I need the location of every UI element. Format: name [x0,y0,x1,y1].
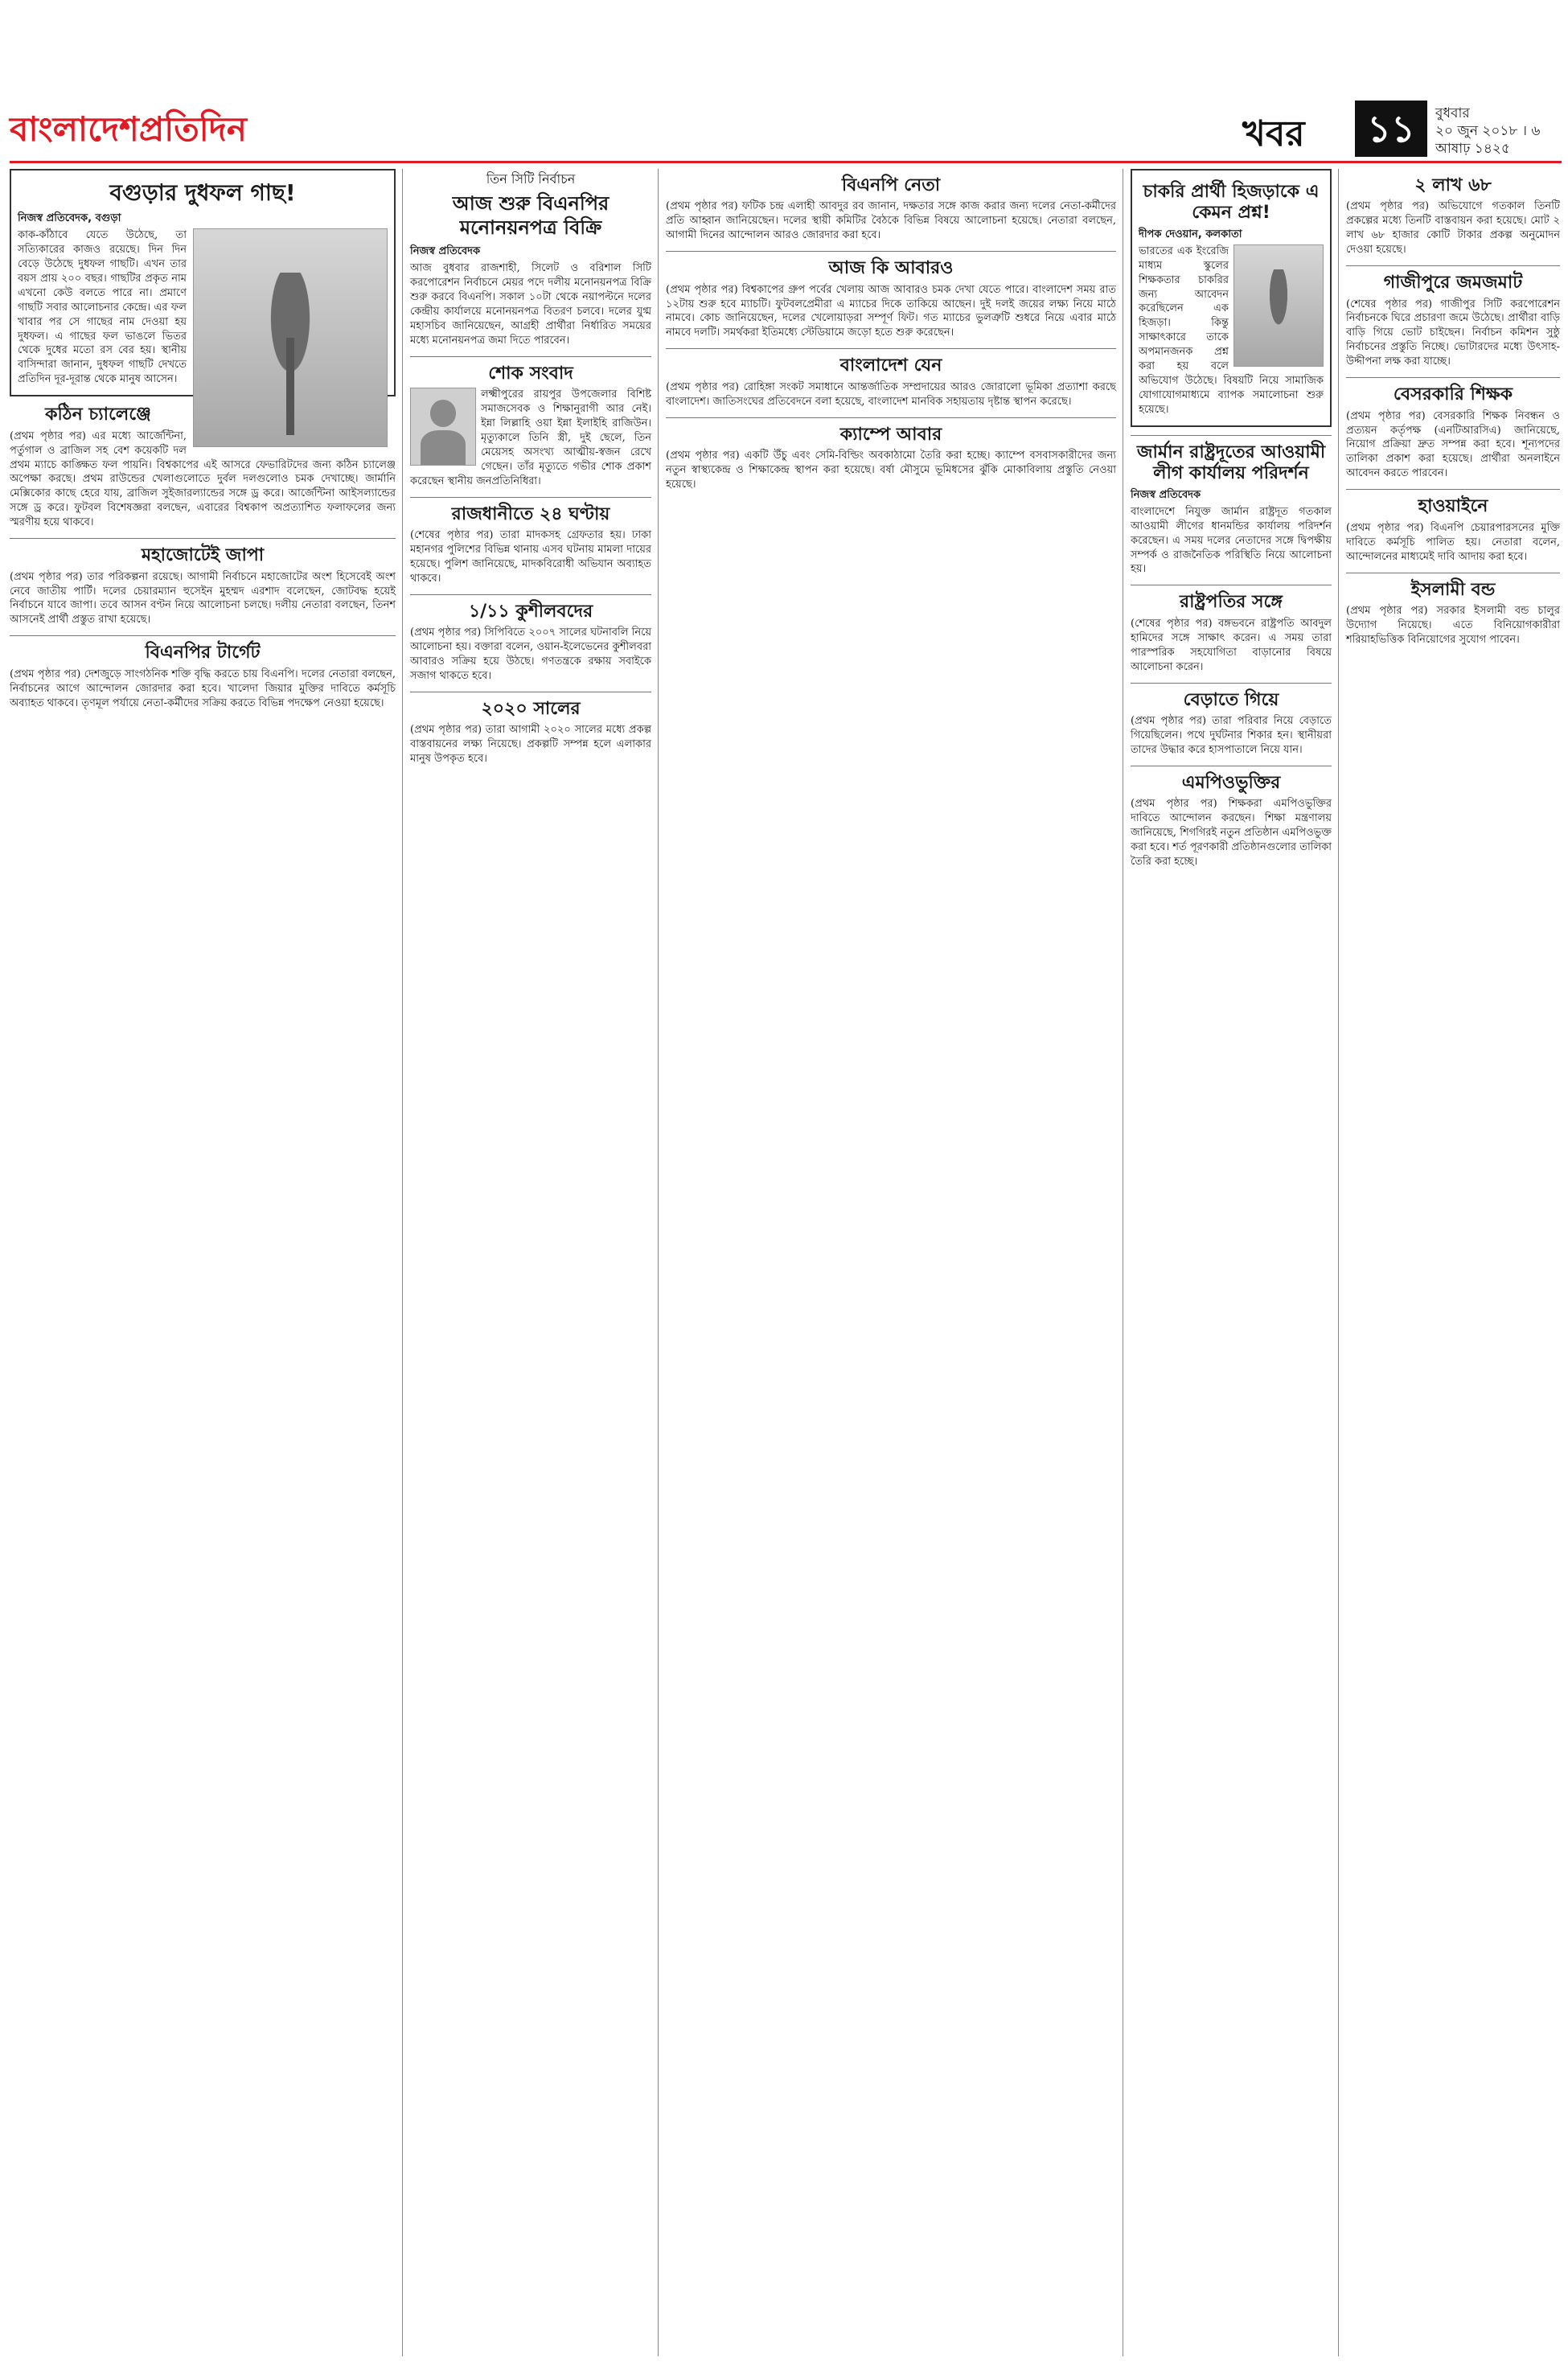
page-number: ১১ [1355,101,1427,157]
article-body: (শেষের পৃষ্ঠার পর) বঙ্গভবনে রাষ্ট্রপতি আবদুল হামিদের সঙ্গে সাক্ষাৎ করেন। এ সময় তারা পারস্পরিক সহযোগিতা বাড়ানোর বিষয়ে আলোচনা করেন। [1131,617,1332,673]
lead-byline: নিজস্ব প্রতিবেদক, বগুড়া [18,212,121,224]
article-teacher [1346,384,1560,481]
divider [10,635,396,636]
article-body: (প্রথম পৃষ্ঠার পর) বিএনপি চেয়ারপারসনের মুক্তি দাবিতে কর্মসূচি পালিত হয়। নেতারা বলেন, আন্দোলনের মাধ্যমেই দাবি আদায় করা হবে। [1346,521,1560,563]
column-4 [1131,169,1332,877]
article-title: ১/১১ কুশীলবদের [468,601,593,622]
article-2020 [410,699,651,766]
portrait-head [430,400,456,426]
article-hijra [1131,169,1332,427]
divider [1346,377,1560,378]
article-title: আজ কি আবারও [828,258,954,279]
day: বুধবার [1435,105,1470,121]
article-title: ২ লাখ ৬৮ [1414,175,1492,195]
article-byline: নিজস্ব প্রতিবেদক [1131,488,1201,501]
article-title: গাজীপুরে জমজমাট [1383,273,1523,294]
article-body: (প্রথম পৃষ্ঠার পর) সিপিবিতে ২০০৭ সালের ঘটনাবলি নিয়ে আলোচনা হয়। বক্তারা বলেন, ওয়ান-ইলেভেনের কুশীলবরা আবারও সক্রিয় হয়ে উঠছে। গণতন্ত্রকে রক্ষায় সবাইকে সজাগ থাকতে হবে। [410,626,651,682]
column-3 [666,169,1116,500]
article-body: (প্রথম পৃষ্ঠার পর) দেশজুড়ে সাংগঠনিক শক্তি বৃদ্ধি করতে চায় বিএনপি। দলের নেতারা বলছেন, নির্বাচনের আগে আন্দোলন জোরদার করা হবে। খালেদা জিয়ার মুক্তির দাবিতে কর্মসূচি অব্যাহত থাকবে। তৃণমূল পর্যায়ে নেতা-কর্মীদের সক্রিয় করতে বিভিন্ন পদক্ষেপ নেওয়া হয়েছে। [10,667,396,709]
brand-part1: বাংলাদেশ [10,109,139,149]
article-title: বাংলাদেশ যেন [839,355,942,376]
article-title: কঠিন চ্যালেঞ্জে [45,405,151,425]
article-body: (প্রথম পৃষ্ঠার পর) বিশ্বকাপের গ্রুপ পর্বের খেলায় আজ আবারও চমক দেখা যেতে পারে। বাংলাদেশ সময় রাত ১২টায় শুরু হবে ম্যাচটি। ফুটবলপ্রেমীরা এ ম্যাচের দিকে তাকিয়ে আছেন। দুই দলই জয়ের লক্ষ্য নিয়ে মাঠে নামবে। কোচ জানিয়েছেন, দলের খেলোয়াড়রা সম্পূর্ণ ফিট। গত ম্যাচের ভুলত্রুটি শুধরে নিয়ে এবার মাঠে নামবে দলটি। সমর্থকরা ইতিমধ্যে স্টেডিয়ামে জড়ো হতে শুরু করেছেন। [666,283,1116,339]
article-body: লক্ষ্মীপুরের রায়পুর উপজেলার বিশিষ্ট সমাজসেবক ও শিক্ষানুরাগী আর নেই। ইন্না লিল্লাহি ওয়া ইন্না ইলাইহি রাজিউন। মৃত্যুকালে তিনি স্ত্রী, দুই ছেলে, তিন মেয়েসহ অসংখ্য আত্মীয়-স্বজন রেখে গেছেন। তাঁর মৃত্যুতে গভীর শোক প্রকাশ করেছেন স্থানীয় জনপ্রতিনিধিরা। [410,388,651,487]
article-body: (প্রথম পৃষ্ঠার পর) অভিযোগে গতকাল তিনটি প্রকল্পের মধ্যে তিনটি বাস্তবায়ন করা হয়েছে। মোট ২ লাখ ৬৮ হাজার কোটি টাকার প্রকল্প অনুমোদন দেওয়া হয়েছে। [1346,200,1560,257]
article-title: ইসলামী বন্ড [1410,579,1496,600]
column-rule [402,169,403,2356]
tree-photo [193,228,388,447]
article-bnp-leader [666,175,1116,243]
article-islamic-bond [1346,580,1560,647]
lead-article [10,169,396,396]
article-one-eleven [410,602,651,684]
column-rule [658,169,659,2356]
article-body: (প্রথম পৃষ্ঠার পর) তার পরিকল্পনা রয়েছে। আগামী নির্বাচনে মহাজোটের অংশ হিসেবেই অংশ নেবে জাতীয় পার্টি। দলের চেয়ারম্যান হুসেইন মুহম্মদ এরশাদ বলেছেন, জোটবদ্ধ হয়েই নির্বাচনে যাবে জাপা। তবে আসন বণ্টন নিয়ে আলোচনা চলছে। দলীয় নেতারা বলছেন, তিনশ আসনেই প্রার্থী প্রস্তুত রাখা হয়েছে। [10,570,396,626]
divider [410,356,651,357]
article-title: ক্যাম্পে আবার [839,424,942,445]
lead-body: কাক-কাঁঠাবে যেতে উঠেছে, তা সত্যিকারের কাজও রয়েছে। দিন দিন বেড়ে উঠেছে দুধফল গাছটি। এখন তার বয়স প্রায় ২০০ বছর। গাছটির প্রকৃত নাম এখনো কেউ বলতে পারে না। প্রমাণে গাছটি সবার আলোচনার কেন্দ্রে। এর ফল খাবার পর সে গাছের নাম দেওয়া হয় দুধফল। এ গাছের ফল ভাঙলে ভিতর থেকে দুধের মতো রস বের হয়। স্থানীয় বাসিন্দারা জানান, দুধফল গাছটি দেখতে প্রতিদিন দূর-দূরান্ত থেকে মানুষ আসেন। [18,228,187,386]
obituary-photo [410,388,476,466]
brand-part2: প্রতিদিন [138,109,247,149]
article-trip [1131,690,1332,758]
article-body: (প্রথম পৃষ্ঠার পর) রোহিঙ্গা সংকট সমাধানে আন্তর্জাতিক সম্প্রদায়ের আরও জোরালো ভূমিকা প্রত্যাশা করছে বাংলাদেশ। জাতিসংঘের প্রতিবেদনে বলা হয়েছে, বাংলাদেশ মানবিক সহায়তায় দৃষ্টান্ত স্থাপন করেছে। [666,380,1116,408]
date: ২০ জুন ২০১৮ । ৬ আষাঢ় ১৪২৫ [1435,123,1541,158]
article-title: মহাজোটেই জাপা [141,545,265,566]
dateline [1435,105,1564,158]
masthead-rule [10,161,1562,163]
article-german-envoy [1131,442,1332,577]
tree-trunk [286,338,294,436]
article-body: (শেষের পৃষ্ঠার পর) গাজীপুর সিটি করপোরেশন নির্বাচনকে ঘিরে প্রচারণা জমে উঠেছে। প্রার্থীরা বাড়ি বাড়ি গিয়ে ভোট চাইছেন। নির্বাচন কমিশন সুষ্ঠু নির্বাচনের প্রস্তুতি নিচ্ছে। ভোটারদের মধ্যে উৎসাহ-উদ্দীপনা লক্ষ করা যাচ্ছে। [1346,298,1560,368]
article-title: রাজধানীতে ২৪ ঘণ্টায় [451,503,610,524]
article-kicker: তিন সিটি নির্বাচন [486,171,576,187]
divider [666,251,1116,252]
divider [1131,435,1332,436]
article-title: বিএনপি নেতা [841,175,941,195]
divider [1346,489,1560,490]
article-nomination [410,170,651,348]
article-title: আজ শুরু বিএনপির মনোনয়নপত্র বিক্রি [452,192,610,240]
article-title: বিএনপির টার্গেট [145,643,261,663]
column-2 [410,169,651,774]
article-body: (প্রথম পৃষ্ঠার পর) সরকার ইসলামী বন্ড চালুর উদ্যোগ নিয়েছে। এতে বিনিয়োগকারীরা শরিয়াহভিত্তিক বিনিয়োগের সুযোগ পাবেন। [1346,604,1560,646]
masthead [0,0,1568,158]
article-2lakh [1346,175,1560,257]
article-president [1131,592,1332,674]
divider [410,497,651,498]
article-body: (প্রথম পৃষ্ঠার পর) ফটিক চন্দ্র এলাহী আবদুর রব জানান, দক্ষতার সঙ্গে কাজ করার জন্য দলের নেতা-কর্মীদের প্রতি আহ্বান জানিয়েছেন। দলের স্থায়ী কমিটির বৈঠকে বিভিন্ন বিষয়ে আলোচনা হয়েছে। নেতারা বলছেন, আগামী দিনের আন্দোলন আরও জোরদার করা হবে। [666,200,1116,242]
column-5 [1346,169,1560,655]
article-again-today [666,258,1116,340]
article-title: চাকরি প্রার্থী হিজড়াকে এ কেমন প্রশ্ন! [1143,182,1320,224]
hijra-photo [1233,244,1324,367]
article-gazipur [1346,273,1560,369]
divider [410,594,651,595]
article-body: বাংলাদেশে নিযুক্ত জার্মান রাষ্ট্রদূত গতকাল আওয়ামী লীগের ধানমন্ডির কার্যালয় পরিদর্শন করেছেন। এ সময় দলের নেতাদের সঙ্গে দ্বিপক্ষীয় সম্পর্ক ও রাজনৈতিক পরিস্থিতি নিয়ে আলোচনা হয়। [1131,505,1332,576]
article-hawaii [1346,496,1560,564]
divider [666,417,1116,418]
article-camp [666,425,1116,492]
article-japa [10,545,396,627]
article-title: বেসরকারি শিক্ষক [1393,384,1513,405]
article-mpo [1131,773,1332,869]
column-rule [1338,169,1339,2356]
article-title: রাষ্ট্রপতির সঙ্গে [1180,592,1283,613]
article-bnp-target [10,643,396,710]
article-body: (প্রথম পৃষ্ঠার পর) এর মধ্যে আর্জেন্টিনা, পর্তুগাল ও ব্রাজিল সহ বেশ কয়েকটি দল প্রথম ম্যাচে কাঙ্ক্ষিত ফল পায়নি। বিশ্বকাপের এই আসরে ফেভারিটদের জন্য কঠিন চ্যালেঞ্জ অপেক্ষা করছে। প্রথম রাউন্ডের খেলাগুলোতে দুর্বল দলগুলোও চমক দেখাচ্ছে। জার্মানি মেক্সিকোর কাছে হেরে যায়, ব্রাজিল সুইজারল্যান্ডের সঙ্গে ড্র করে। আর্জেন্টিনা আইসল্যান্ডের সঙ্গে ড্র করে। ফুটবল বিশেষজ্ঞরা বলছেন, এবারের বিশ্বকাপ অপ্রত্যাশিত ফলাফলের জন্য স্মরণীয় হয়ে থাকবে। [10,429,396,529]
figure-shape [1261,269,1296,354]
divider [1346,265,1560,266]
section-title: খবর [1242,113,1305,154]
article-title: এমপিওভুক্তির [1181,772,1281,793]
article-body: (প্রথম পৃষ্ঠার পর) বেসরকারি শিক্ষক নিবন্ধন ও প্রত্যয়ন কর্তৃপক্ষ (এনটিআরসিএ) জানিয়েছে, নিয়োগ প্রক্রিয়া দ্রুত সম্পন্ন করা হবে। শূন্যপদের তালিকা প্রকাশ করা হয়েছে। প্রার্থীরা অনলাইনে আবেদন করতে পারবেন। [1346,409,1560,480]
divider [10,538,396,539]
article-capital [410,504,651,586]
article-obituary [410,363,651,489]
column-1 [10,169,396,719]
lead-title: বগুড়ার দুধফল গাছ! [109,179,296,206]
article-title: ২০২০ সালের [481,698,581,719]
portrait-body [421,430,466,465]
article-body: (শেষের পৃষ্ঠার পর) তারা মাদকসহ গ্রেফতার হয়। ঢাকা মহানগর পুলিশের বিভিন্ন থানায় এসব ঘটনায় মামলা দায়ের হয়েছে। পুলিশ জানিয়েছে, মাদকবিরোধী অভিযান অব্যাহত থাকবে। [410,528,651,585]
divider [666,348,1116,349]
article-body: (প্রথম পৃষ্ঠার পর) তারা পরিবার নিয়ে বেড়াতে গিয়েছিলেন। পথে দুর্ঘটনার শিকার হন। স্থানীয়রা তাদের উদ্ধার করে হাসপাতালে নিয়ে যান। [1131,714,1332,756]
article-title: জার্মান রাষ্ট্রদূতের আওয়ামী লীগ কার্যালয় পরিদর্শন [1136,442,1326,484]
newspaper-logo [10,109,247,149]
article-title: বেড়াতে গিয়ে [1183,689,1279,710]
article-byline: নিজস্ব প্রতিবেদক [410,245,481,258]
article-body: আজ বুধবার রাজশাহী, সিলেট ও বরিশাল সিটি করপোরেশন নির্বাচনে মেয়র পদে দলীয় মনোনয়নপত্র বিক্রি শুরু করবে বিএনপি। সকাল ১০টা থেকে নয়াপল্টনে দলের কেন্দ্রীয় কার্যালয়ে মনোনয়নপত্র বিতরণ চলবে। দলের যুগ্ম মহাসচিব জানিয়েছেন, আগ্রহী প্রার্থীরা নির্ধারিত সময়ের মধ্যে মনোনয়নপত্র জমা দিতে পারবেন। [410,262,651,347]
article-body: (প্রথম পৃষ্ঠার পর) একটি উঁচু এবং সেমি-বিল্ডিং অবকাঠামো তৈরি করা হচ্ছে। ক্যাম্পে বসবাসকারীদের জন্য নতুন স্বাস্থ্যকেন্দ্র ও শিক্ষাকেন্দ্র স্থাপন করা হয়েছে। বর্ষা মৌসুমে ভূমিধসের ঝুঁকি মোকাবিলায় প্রস্তুতি নেওয়া হয়েছে। [666,450,1116,491]
article-body: ভারতের এক ইংরেজি মাধ্যম স্কুলের শিক্ষকতার চাকরির জন্য আবেদন করেছিলেন এক হিজড়া। কিন্তু সাক্ষাৎকারে তাকে অপমানজনক প্রশ্ন করা হয় বলে অভিযোগ উঠেছে। বিষয়টি নিয়ে সামাজিক যোগাযোগমাধ্যমে ব্যাপক সমালোচনা শুরু হয়েছে। [1139,244,1324,417]
article-body: (প্রথম পৃষ্ঠার পর) তারা আগামী ২০২০ সালের মধ্যে প্রকল্প বাস্তবায়নের লক্ষ্য নিয়েছে। প্রকল্পটি সম্পন্ন হলে এলাকার মানুষ উপকৃত হবে। [410,724,651,766]
article-title: হাওয়াইনে [1418,496,1488,517]
article-body: (প্রথম পৃষ্ঠার পর) শিক্ষকরা এমপিওভুক্তির দাবিতে আন্দোলন করছেন। শিক্ষা মন্ত্রণালয় জানিয়েছে, শিগগিরই নতুন প্রতিষ্ঠান এমপিওভুক্ত করা হবে। শর্ত পূরণকারী প্রতিষ্ঠানগুলোর তালিকা তৈরি করা হচ্ছে। [1131,798,1332,868]
article-bangladesh [666,355,1116,409]
article-title: শোক সংবাদ [488,363,573,384]
article-byline: দীপক দেওয়ান, কলকাতা [1139,228,1242,240]
divider [1131,683,1332,684]
